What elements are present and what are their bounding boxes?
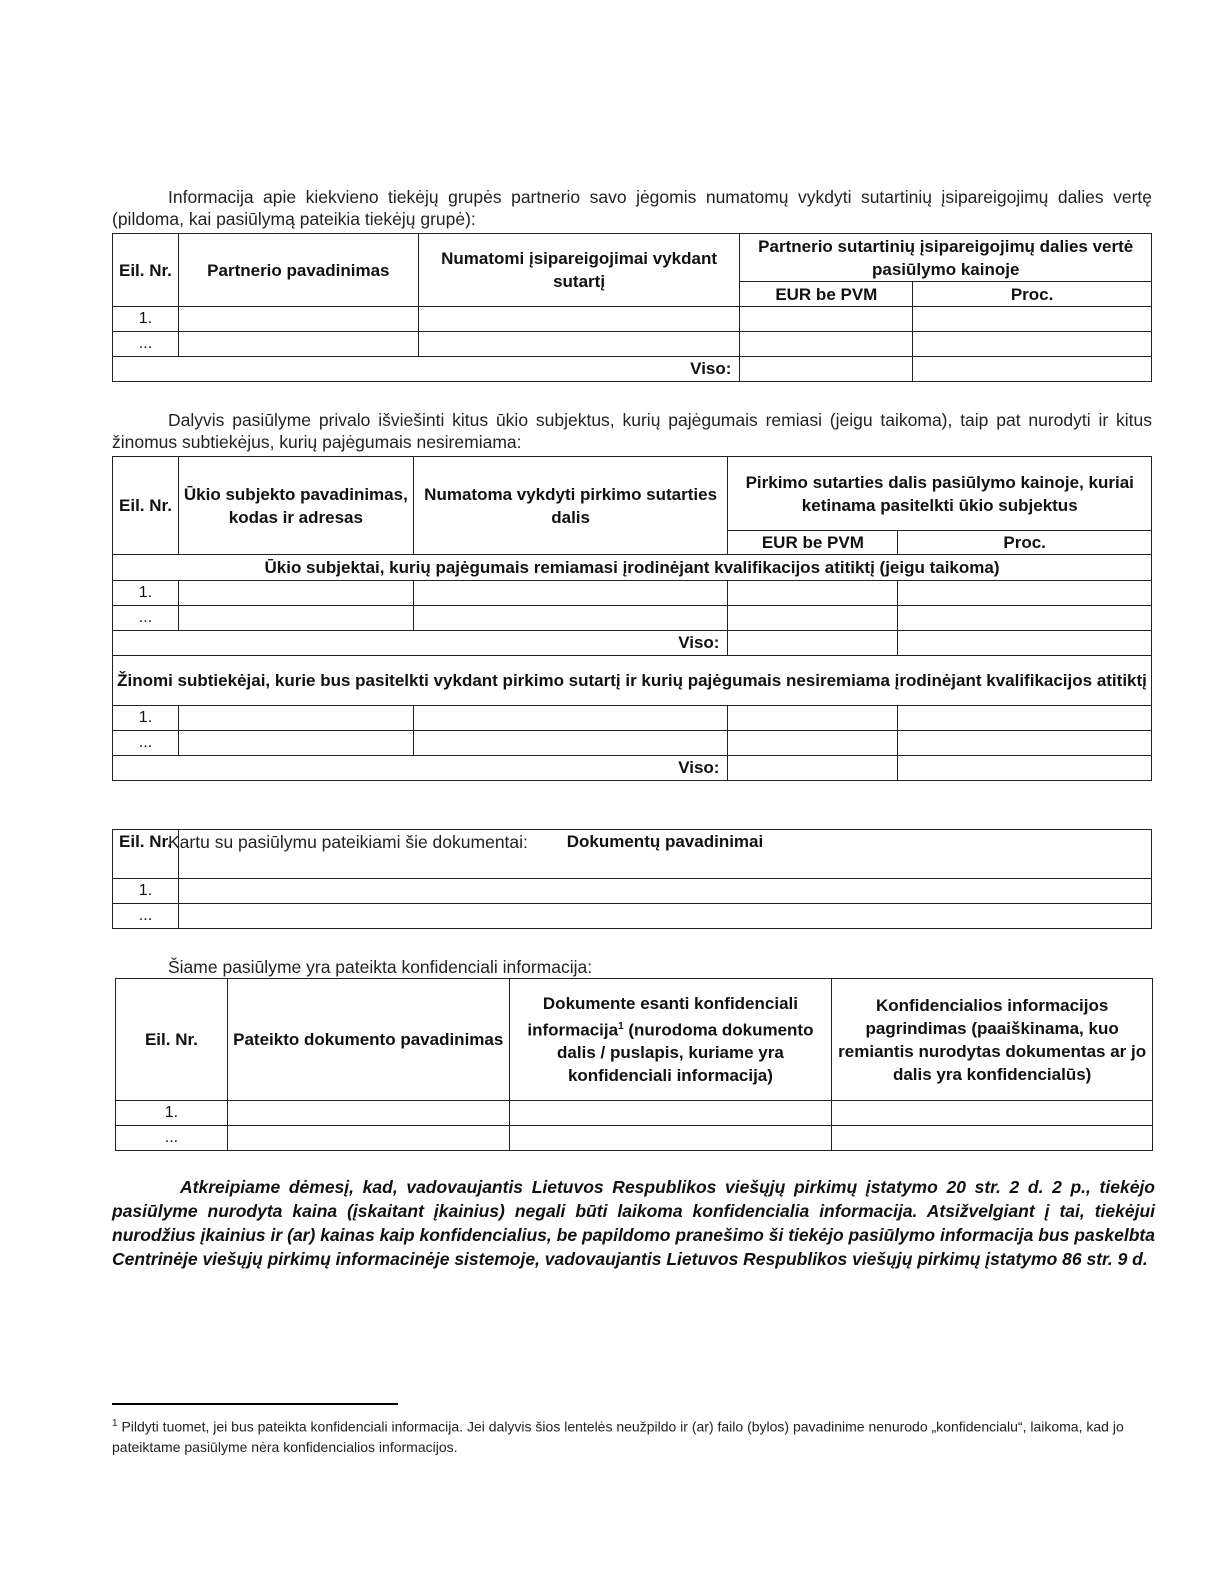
header-entity: Ūkio subjekto pavadinimas, kodas ir adresas: [178, 457, 413, 555]
cell-input[interactable]: [898, 581, 1152, 606]
section2-intro: Dalyvis pasiūlyme privalo išviešinti kitus ūkio subjektus, kurių pajėgumais remiasi (jeigu taikoma), taip pat nurodyti ir kitus žinomus subtiekėjus, kurių pajėgumais nesiremiama:: [112, 410, 1152, 452]
total-row: Viso:: [113, 357, 1152, 382]
table-row: 1.: [116, 1101, 1153, 1126]
cell-input[interactable]: [178, 731, 413, 756]
table-row: ...: [113, 904, 1152, 929]
cell-input[interactable]: [413, 731, 728, 756]
total-proc-cell[interactable]: [913, 357, 1152, 382]
table-row: ...: [113, 731, 1152, 756]
cell-input[interactable]: [178, 706, 413, 731]
cell-input[interactable]: [728, 706, 898, 731]
cell-input[interactable]: [178, 879, 1151, 904]
header-value-group: Pirkimo sutarties dalis pasiūlymo kainoje, kuriai ketinama pasitelkti ūkio subjektus: [728, 457, 1152, 531]
cell-input[interactable]: [898, 706, 1152, 731]
cell-input[interactable]: [227, 1126, 509, 1151]
header-obligations: Numatomi įsipareigojimai vykdant sutartį: [418, 234, 740, 307]
cell-input[interactable]: [178, 581, 413, 606]
cell-input[interactable]: [413, 606, 728, 631]
header-docs: Dokumentų pavadinimai: [178, 830, 1151, 879]
total-eur-cell[interactable]: [728, 756, 898, 781]
cell-input[interactable]: [728, 606, 898, 631]
header-justification: Konfidencialios informacijos pagrindimas (paaiškinama, kuo remiantis nurodytas dokumentas ar jo dalis yra konfidencialūs): [832, 979, 1153, 1101]
header-part: Numatoma vykdyti pirkimo sutarties dalis: [413, 457, 728, 555]
cell-input[interactable]: [418, 307, 740, 332]
section4-intro: Šiame pasiūlyme yra pateikta konfidenciali informacija:: [168, 957, 593, 977]
cell-input[interactable]: [509, 1126, 832, 1151]
subsection-relied-entities: Ūkio subjektai, kurių pajėgumais remiamasi įrodinėjant kvalifikacijos atitiktį (jeigu taikoma): [113, 555, 1152, 581]
cell-input[interactable]: [418, 332, 740, 357]
total-proc-cell[interactable]: [898, 631, 1152, 656]
table-row: ...: [116, 1126, 1153, 1151]
header-proc: Proc.: [898, 531, 1152, 555]
header-nr: Eil. Nr.: [113, 457, 179, 555]
table-row: 1.: [113, 706, 1152, 731]
legal-notice: Atkreipiame dėmesį, kad, vadovaujantis Lietuvos Respublikos viešųjų pirkimų įstatymo 20 str. 2 d. 2 p., tiekėjo pasiūlyme nurodyta kaina (įskaitant įkainius) negali būti laikoma konfidencialia informacija. Atsižvelgiant į tai, tiekėjui nurodžius įkainius ir (ar) kainas kaip konfidencialius, be papildomo pranešimo ši tiekėjo pasiūlymo informacija bus paskelbta Centrinėje viešųjų pirkimų informacinėje sistemoje, vadovaujantis Lietuvos Respublikos viešųjų pirkimų įstatymo 86 str. 9 d.: [112, 1177, 1155, 1269]
cell-input[interactable]: [178, 606, 413, 631]
cell-input[interactable]: [728, 731, 898, 756]
header-value-group: Partnerio sutartinių įsipareigojimų dalies vertė pasiūlymo kainoje: [740, 234, 1152, 282]
header-nr: Eil. Nr.: [116, 979, 228, 1101]
cell-input[interactable]: [227, 1101, 509, 1126]
table-row: ...: [113, 332, 1152, 357]
header-nr: Eil. Nr.: [113, 234, 179, 307]
documents-table: [112, 829, 1152, 929]
confidential-info-table: [115, 978, 1153, 1151]
header-doc-name: Pateikto dokumento pavadinimas: [227, 979, 509, 1101]
cell-input[interactable]: [913, 307, 1152, 332]
cell-input[interactable]: [413, 581, 728, 606]
header-proc: Proc.: [913, 282, 1152, 307]
cell-input[interactable]: [898, 731, 1152, 756]
partners-table: [112, 233, 1152, 382]
header-nr: Eil. Nr.: [113, 830, 179, 879]
cell-input[interactable]: [178, 904, 1151, 929]
table-row: ...: [113, 606, 1152, 631]
table-row: 1.: [113, 581, 1152, 606]
header-eur: EUR be PVM: [740, 282, 913, 307]
cell-input[interactable]: [913, 332, 1152, 357]
subcontractors-table: [112, 456, 1152, 781]
table-row: 1.: [113, 307, 1152, 332]
cell-input[interactable]: [728, 581, 898, 606]
cell-input[interactable]: [413, 706, 728, 731]
header-eur: EUR be PVM: [728, 531, 898, 555]
total-proc-cell[interactable]: [898, 756, 1152, 781]
section3-intro: Kartu su pasiūlymu pateikiami šie dokumentai:: [168, 832, 528, 852]
footnote: $^1$ Pildyti tuomet, jei bus pateikta konfidenciali informacija. Jei dalyvis šios lentelės neužpildo ir (ar) failo (bylos) pavadinime nenurodo „konfidencialu“, laikoma, kad jo pateiktame pasiūlyme nėra konfidencialios informacijos.: [112, 1418, 1124, 1455]
cell-input[interactable]: [740, 332, 913, 357]
section1-intro: Informacija apie kiekvieno tiekėjų grupės partnerio savo jėgomis numatomų vykdyti sutartinių įsipareigojimų dalies vertę (pildoma, kai pasiūlymą pateikia tiekėjų grupė):: [112, 187, 1152, 229]
subsection-known-subcontractors: Žinomi subtiekėjai, kurie bus pasitelkti vykdant pirkimo sutartį ir kurių pajėgumais nesiremiama įrodinėjant kvalifikacijos atitiktį: [113, 656, 1152, 706]
total-eur-cell[interactable]: [740, 357, 913, 382]
cell-input[interactable]: [832, 1101, 1153, 1126]
table-row: 1.: [113, 879, 1152, 904]
cell-input[interactable]: [740, 307, 913, 332]
total-eur-cell[interactable]: [728, 631, 898, 656]
cell-input[interactable]: [178, 332, 418, 357]
header-conf-info: Dokumente esanti konfidenciali informacija$^1$ (nurodoma dokumento dalis / puslapis, kuriame yra konfidenciali informacija): [509, 979, 832, 1101]
cell-input[interactable]: [509, 1101, 832, 1126]
cell-input[interactable]: [832, 1126, 1153, 1151]
total-row: Viso:: [113, 756, 1152, 781]
header-partner: Partnerio pavadinimas: [178, 234, 418, 307]
total-row: Viso:: [113, 631, 1152, 656]
footnote-separator: [112, 1403, 398, 1405]
cell-input[interactable]: [178, 307, 418, 332]
cell-input[interactable]: [898, 606, 1152, 631]
footnote-ref[interactable]: 1: [618, 1020, 624, 1032]
